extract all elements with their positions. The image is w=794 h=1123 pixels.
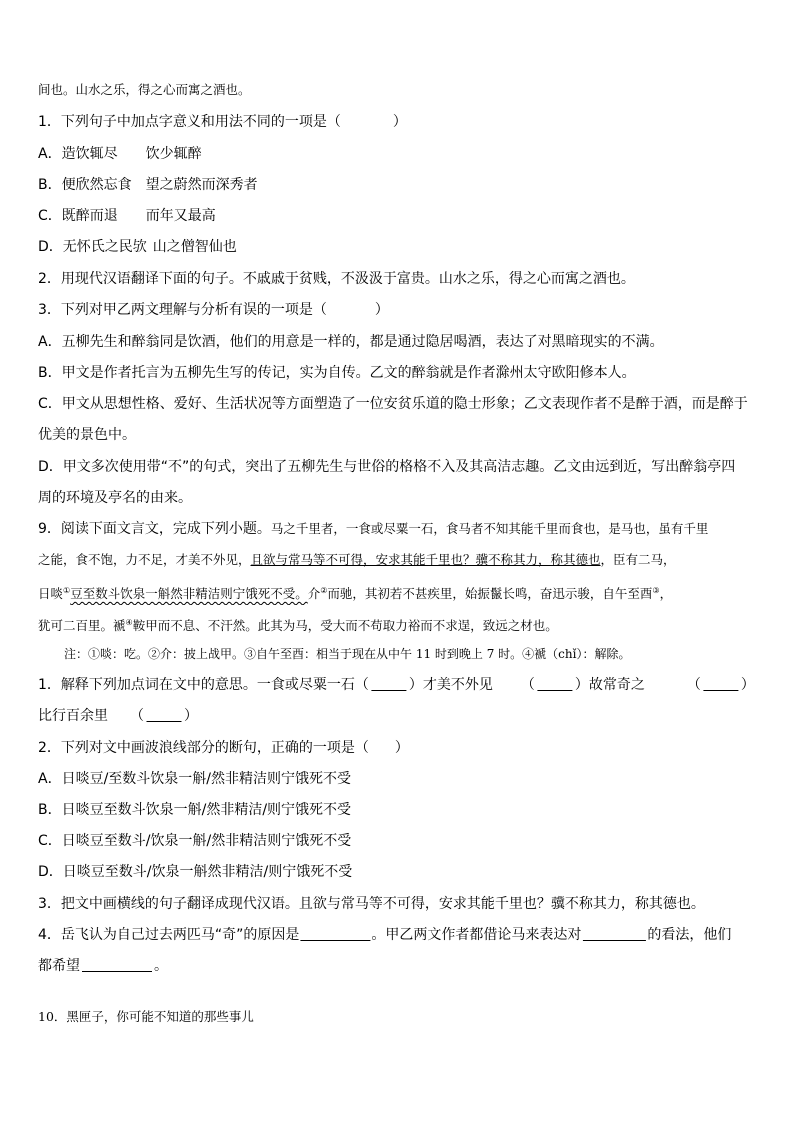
subquestion-1-cont xyxy=(38,705,756,727)
subquestion-text: 1．解释下列加点词在文中的意思。一食或尽粟一石（ xyxy=(38,677,369,693)
option-text: C．日啖豆至数斗/饮泉一斛/然非精洁则宁饿死不受 xyxy=(38,833,352,849)
option-text: A．日啖豆/至数斗饮泉一斛/然非精洁则宁饿死不受 xyxy=(38,771,352,787)
answer-blank[interactable] xyxy=(701,674,741,696)
footnote-text: 注：①啖：吃。②介：披上战甲。③自午至酉：相当于现在从中午 11 时到晚上 7 时。④褫（chǐ）：解除。 xyxy=(64,647,631,661)
question-9-intro: 9．阅读下面文言文，完成下列小题。 xyxy=(38,521,271,537)
passage-text: 介 xyxy=(307,586,321,602)
option-1d xyxy=(38,236,756,258)
subquestion-text: ）故常奇之 xyxy=(574,677,645,693)
question-1 xyxy=(38,111,756,133)
footnote xyxy=(64,643,756,665)
passage-text: 日啖 xyxy=(38,586,64,602)
passage-tail xyxy=(38,79,756,101)
passage-line xyxy=(38,549,756,571)
subquestion-text: 的看法，他们 xyxy=(647,927,732,943)
passage-text: 马之千里者，一食或尽粟一石，食马者不知其能千里而食也，是马也，虽有千里 xyxy=(270,521,709,536)
option-1c xyxy=(38,205,756,227)
bracket-close: ） xyxy=(184,708,198,724)
option-text: 山之僧智仙也 xyxy=(152,239,237,255)
option-text: C．既醉而退 xyxy=(38,208,118,224)
subquestion-text: 。 xyxy=(154,958,168,974)
option-text: 周的环境及亭名的由来。 xyxy=(38,490,192,506)
subquestion-2 xyxy=(38,737,756,759)
bracket-close: ） xyxy=(394,740,409,756)
bracket-open: （ xyxy=(520,677,535,693)
bracket-close: ） xyxy=(392,114,407,130)
option-3c-cont xyxy=(38,424,756,446)
question-1-text: 1．下列句子中加点字意义和用法不同的一项是（ xyxy=(38,114,341,130)
question-10 xyxy=(38,1006,756,1028)
option-3d xyxy=(38,456,756,478)
option-1a xyxy=(38,143,756,165)
subquestion-text: ）才美不外见 xyxy=(408,677,493,693)
passage-line xyxy=(38,612,756,637)
option-3a xyxy=(38,331,756,353)
option-2d xyxy=(38,861,756,883)
answer-blank[interactable] xyxy=(144,705,184,727)
subquestion-text: 。甲乙两文作者都借论马来表达对 xyxy=(371,927,582,943)
wavy-underlined-sentence: 豆至数斗饮泉一斛然非精洁则宁饿死不受。 xyxy=(70,586,308,602)
option-3d-cont xyxy=(38,487,756,509)
question-2 xyxy=(38,268,756,290)
option-text: B．日啖豆至数斗饮泉一斛/然非精洁/则宁饿死不受 xyxy=(38,802,352,818)
footnote-mark: ③ xyxy=(652,586,660,595)
passage-text: 犹可二百里。褫 xyxy=(38,618,126,634)
option-text: B．甲文是作者托言为五柳先生写的传记，实为自传。乙文的醉翁就是作者滁州太守欧阳修本人。 xyxy=(38,365,636,381)
option-2b xyxy=(38,799,756,821)
option-3b xyxy=(38,362,756,384)
answer-blank[interactable] xyxy=(299,924,371,946)
option-2a xyxy=(38,768,756,790)
option-text: D．日啖豆至数斗/饮泉一斛然非精洁/则宁饿死不受 xyxy=(38,864,353,880)
answer-blank[interactable] xyxy=(581,924,647,946)
underlined-sentence: 且欲与常马等不可得，安求其能千里也？骥不称其力，称其德也 xyxy=(250,552,601,567)
passage-text: 而驰，其初若不甚疾里，始振鬣长鸣，奋迅示骏，自午至酉 xyxy=(327,586,653,602)
passage-text: 鞍甲而不息、不汗然。此其为马，受大而不苟取力裕而不求逞，致远之材也。 xyxy=(132,618,558,634)
subquestion-text: 比行百余里 xyxy=(38,708,108,724)
option-text: 而年又最高 xyxy=(145,208,216,224)
subquestion-1 xyxy=(38,674,756,696)
question-9 xyxy=(38,518,756,540)
bracket-open: （ xyxy=(686,677,701,693)
answer-blank[interactable] xyxy=(369,674,409,696)
option-text: 优美的景色中。 xyxy=(38,427,136,443)
passage-text: ， xyxy=(659,586,673,602)
option-text: B．便欣然忘食 xyxy=(38,177,132,193)
question-10-title: 10．黑匣子，你可能不知道的那些事儿 xyxy=(38,1009,254,1024)
option-2c xyxy=(38,830,756,852)
option-text: C．甲文从思想性格、爱好、生活状况等方面塑造了一位安贫乐道的隐士形象；乙文表现作者不是醉于酒，而是醉于 xyxy=(38,396,748,412)
footnote-mark: ④ xyxy=(125,618,133,627)
answer-blank[interactable] xyxy=(80,955,154,977)
subquestion-text: 2．下列对文中画波浪线部分的断句，正确的一项是（ xyxy=(38,740,369,756)
question-2-text: 2．用现代汉语翻译下面的句子。不戚戚于贫贱，不汲汲于富贵。山水之乐，得之心而寓之酒也。 xyxy=(38,271,635,287)
subquestion-text: 4．岳飞认为自己过去两匹马“奇”的原因是 xyxy=(38,927,300,943)
option-text: D．甲文多次使用带“不”的句式，突出了五柳先生与世俗的格格不入及其高洁志趣。乙文由远到近，写出醉翁亭四 xyxy=(38,459,736,475)
bracket-open: （ xyxy=(130,708,144,724)
passage-text: 之能，食不饱，力不足，才美不外见， xyxy=(38,552,251,567)
question-3 xyxy=(38,299,756,321)
passage-tail-text: 间也。山水之乐，得之心而寓之酒也。 xyxy=(38,82,251,97)
option-text: A．造饮辄尽 xyxy=(38,146,118,162)
footnote-mark: ① xyxy=(63,586,71,595)
option-text: 望之蔚然而深秀者 xyxy=(145,177,258,193)
subquestion-3 xyxy=(38,893,756,915)
option-text: D．无怀氏之民欤 xyxy=(38,239,147,255)
option-text: A．五柳先生和醉翁同是饮酒，他们的用意是一样的，都是通过隐居喝酒，表达了对黑暗现实的不满。 xyxy=(38,334,664,350)
footnote-mark: ② xyxy=(320,586,328,595)
passage-text: ，臣有二马， xyxy=(600,552,676,567)
bracket-close: ） xyxy=(740,677,755,693)
passage-line xyxy=(38,580,756,605)
subquestion-text: 都希望 xyxy=(38,958,80,974)
subquestion-4 xyxy=(38,924,756,946)
question-3-text: 3．下列对甲乙两文理解与分析有误的一项是（ xyxy=(38,302,327,318)
answer-blank[interactable] xyxy=(535,674,575,696)
subquestion-4-cont xyxy=(38,955,756,977)
subquestion-text: 3．把文中画横线的句子翻译成现代汉语。且欲与常马等不可得，安求其能千里也？骥不称其力，称其德也。 xyxy=(38,896,705,912)
option-3c xyxy=(38,393,756,415)
option-1b xyxy=(38,174,756,196)
bracket-close: ） xyxy=(374,302,389,318)
option-text: 饮少辄醉 xyxy=(145,146,202,162)
